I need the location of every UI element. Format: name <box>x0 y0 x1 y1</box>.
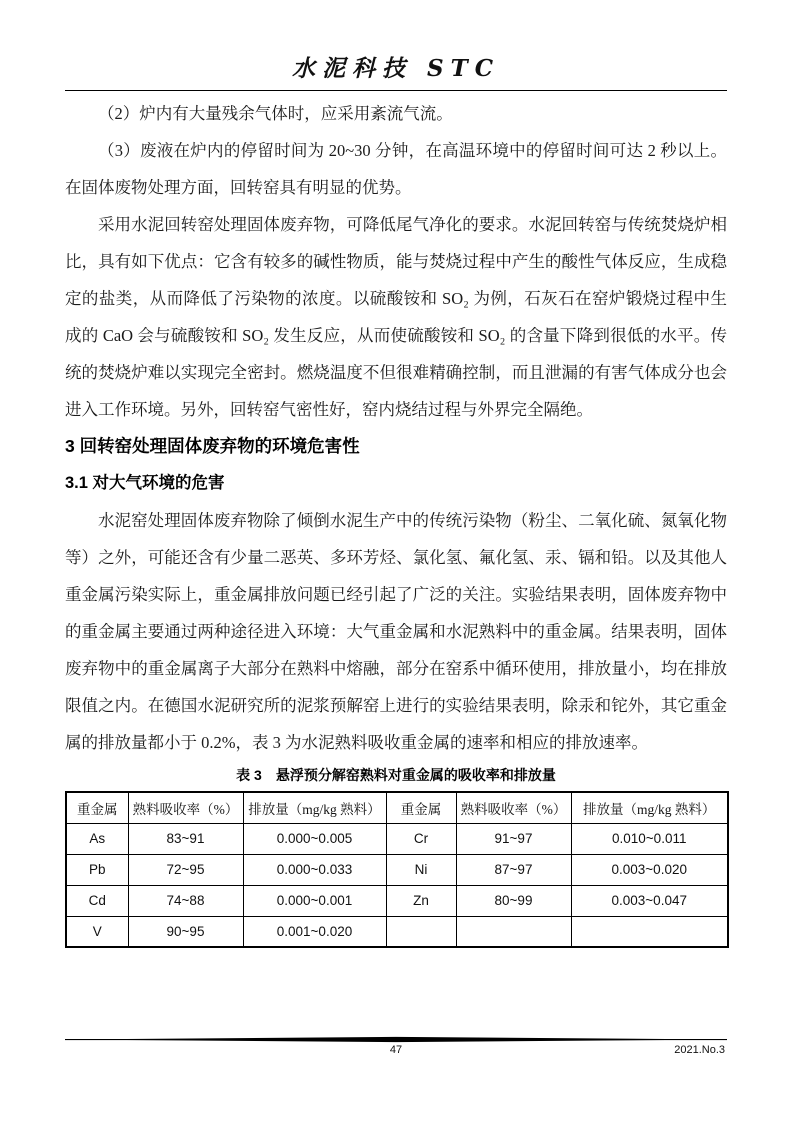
issue-number: 2021.No.3 <box>674 1044 725 1056</box>
table-cell: 90~95 <box>128 916 243 947</box>
table-header-cell: 排放量（mg/kg 熟料） <box>243 792 386 823</box>
table-cell: 87~97 <box>456 854 571 885</box>
table-cell: 0.000~0.033 <box>243 854 386 885</box>
page-footer <box>65 1036 727 1060</box>
table-header-cell: 重金属 <box>66 792 128 823</box>
table-cell: V <box>66 916 128 947</box>
journal-title: 水泥科技 STC <box>291 55 501 82</box>
table-cell: 91~97 <box>456 823 571 854</box>
table-cell: Cr <box>386 823 456 854</box>
table-caption: 表 3 悬浮预分解窑熟料对重金属的吸收率和排放量 <box>236 767 556 783</box>
table-cell: 83~91 <box>128 823 243 854</box>
table-row <box>66 916 728 947</box>
section-heading-3: 3 回转窑处理固体废弃物的环境危害性 <box>65 436 360 456</box>
paragraph-atmospheric-hazard: 水泥窑处理固体废弃物除了倾倒水泥生产中的传统污染物（粉尘、二氧化硫、氮氧化物等）之外，可能还含有少量二恶英、多环芳烃、氯化氢、氟化氢、汞、镉和铅。以及其他人重金属污染实际上，重金属排放问题已经引起了广泛的关注。实验结果表明，固体废弃物中的重金属主要通过两种途径进入环境：大气重金属和水泥熟料中的重金属。结果表明，固体废弃物中的重金属离子大部分在熟料中熔融，部分在窑系中循环使用，排放量小，均在排放限值之内。在德国水泥研究所的泥浆预解窑上进行的实验结果表明，除汞和铊外，其它重金属的排放量都小于 0.2%，表 3 为水泥熟料吸收重金属的速率和相应的排放速率。 <box>65 511 727 752</box>
table-cell: Ni <box>386 854 456 885</box>
table-cell: Pb <box>66 854 128 885</box>
table-cell: 0.000~0.005 <box>243 823 386 854</box>
table-header-cell: 熟料吸收率（%） <box>128 792 243 823</box>
paragraph-kiln-advantages: 采用水泥回转窑处理固体废弃物，可降低尾气净化的要求。水泥回转窑与传统焚烧炉相比，具有如下优点：它含有较多的碱性物质，能与焚烧过程中产生的酸性气体反应，生成稳定的盐类，从而降低了污染物的浓度。以硫酸铵和 SO₂ 为例，石灰石在窑炉锻烧过程中生成的 CaO 会与硫酸铵和 SO₂ 发生反应，从而使硫酸铵和 SO₂ 的含量下降到很低的水平。传统的焚烧炉难以实现完全密封。燃烧温度不但很难精确控制，而且泄漏的有害气体成分也会进入工作环境。另外，回转窑气密性好，窑内烧结过程与外界完全隔绝。 <box>65 215 727 419</box>
table-cell: 80~99 <box>456 885 571 916</box>
table-row <box>66 823 728 854</box>
page-header <box>0 0 793 91</box>
table-cell: 72~95 <box>128 854 243 885</box>
footer-text-row <box>65 1044 727 1060</box>
table-header-cell: 重金属 <box>386 792 456 823</box>
table-header-row <box>66 792 728 823</box>
table-row <box>66 885 728 916</box>
table-cell: Cd <box>66 885 128 916</box>
table-header-cell: 熟料吸收率（%） <box>456 792 571 823</box>
paragraph-residence-time: （3）废液在炉内的停留时间为 20~30 分钟，在高温环境中的停留时间可达 2 秒以上。在固体废物处理方面，回转窑具有明显的优势。 <box>65 141 727 197</box>
table-cell: 74~88 <box>128 885 243 916</box>
table-cell: 0.003~0.020 <box>571 854 728 885</box>
footer-rule <box>65 1036 727 1043</box>
table-cell: As <box>66 823 128 854</box>
table-cell: 0.003~0.047 <box>571 885 728 916</box>
table-3-heavy-metals <box>65 791 729 948</box>
paragraph-residual-gas: （2）炉内有大量残余气体时，应采用紊流气流。 <box>98 104 453 123</box>
table-cell: 0.000~0.001 <box>243 885 386 916</box>
page-number: 47 <box>389 1044 403 1056</box>
section-heading-3-1: 3.1 对大气环境的危害 <box>65 474 225 492</box>
table-cell <box>571 916 728 947</box>
table-cell <box>386 916 456 947</box>
table-cell: 0.001~0.020 <box>243 916 386 947</box>
table-cell: Zn <box>386 885 456 916</box>
table-header-cell: 排放量（mg/kg 熟料） <box>571 792 728 823</box>
table-row <box>66 854 728 885</box>
table-cell: 0.010~0.011 <box>571 823 728 854</box>
table-cell <box>456 916 571 947</box>
document-body <box>0 91 793 948</box>
